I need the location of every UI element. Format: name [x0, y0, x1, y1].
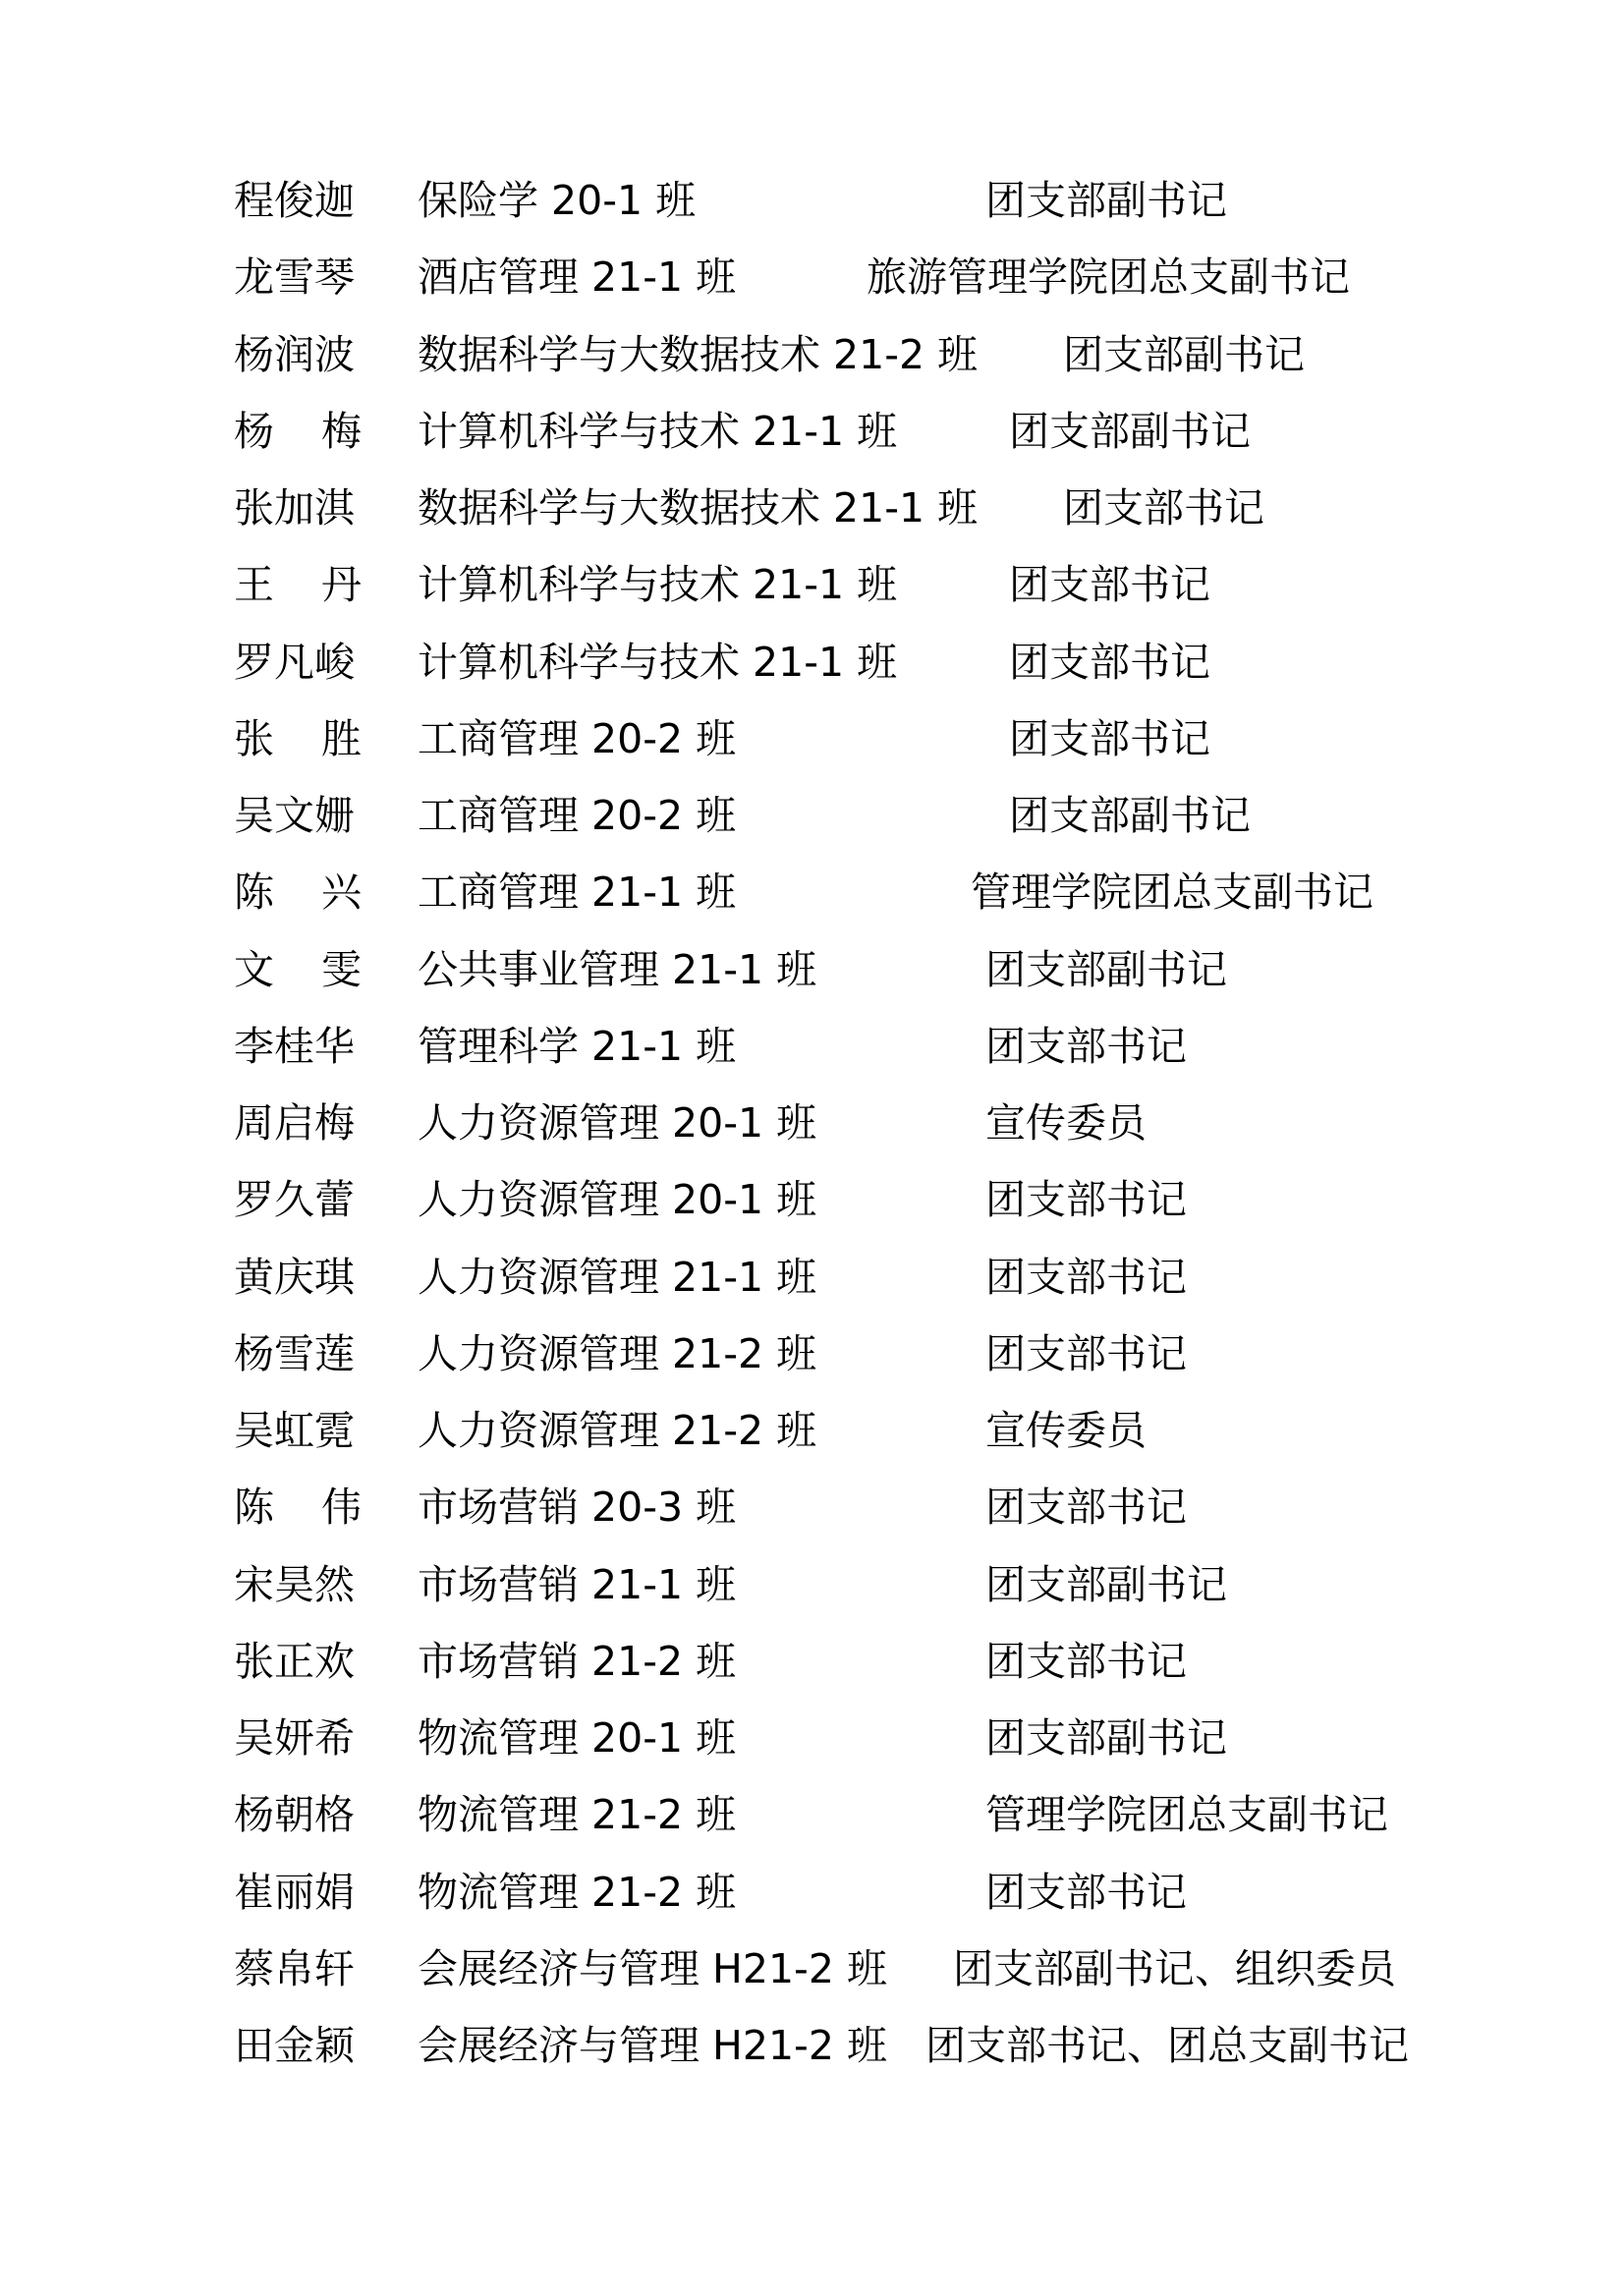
class-name: 酒店管理 21-1 班: [418, 253, 737, 302]
position-title: 团支部副书记、组织委员: [953, 1944, 1396, 1992]
roster-row: [0, 1469, 1624, 1545]
position-title: 团支部书记: [985, 1022, 1187, 1070]
roster-row: [0, 1546, 1624, 1623]
roster-row: [0, 1623, 1624, 1700]
position-title: 团支部书记: [985, 1637, 1187, 1685]
class-name: 人力资源管理 20-1 班: [418, 1176, 817, 1224]
person-name: 张加淇: [234, 484, 355, 532]
roster-row: [0, 1700, 1624, 1776]
roster-row: [0, 1161, 1624, 1238]
person-name: 张正欢: [234, 1637, 355, 1685]
position-title: 团支部书记: [985, 1253, 1187, 1301]
person-name: 陈 兴: [234, 868, 362, 917]
roster-row: [0, 854, 1624, 930]
position-title: 管理学院团总支副书记: [971, 868, 1373, 917]
position-title: 宣传委员: [985, 1099, 1147, 1147]
roster-row: [0, 316, 1624, 393]
roster-row: [0, 162, 1624, 239]
class-name: 市场营销 21-2 班: [418, 1637, 737, 1685]
class-name: 计算机科学与技术 21-1 班: [418, 638, 898, 686]
roster-row: [0, 624, 1624, 700]
roster-row: [0, 931, 1624, 1008]
position-title: 团支部书记: [985, 1176, 1187, 1224]
roster-row: [0, 1392, 1624, 1469]
roster-row: [0, 1854, 1624, 1931]
position-title: 团支部书记: [985, 1329, 1187, 1377]
position-title: 团支部副书记: [1009, 792, 1251, 839]
class-name: 公共事业管理 21-1 班: [418, 945, 817, 993]
position-title: 团支部书记: [985, 1868, 1187, 1916]
position-title: 团支部书记: [1009, 561, 1210, 609]
class-name: 计算机科学与技术 21-1 班: [418, 561, 898, 609]
class-name: 工商管理 20-2 班: [418, 714, 737, 762]
roster-row: [0, 1931, 1624, 2007]
class-name: 工商管理 20-2 班: [418, 792, 737, 839]
class-name: 物流管理 21-2 班: [418, 1868, 737, 1916]
roster-row: [0, 546, 1624, 623]
person-name: 田金颖: [234, 2022, 355, 2069]
person-name: 吴文姗: [234, 792, 355, 839]
position-title: 旅游管理学院团总支副书记: [867, 253, 1350, 302]
person-name: 吴妍希: [234, 1714, 355, 1762]
class-name: 数据科学与大数据技术 21-1 班: [418, 484, 979, 532]
position-title: 团支部副书记: [985, 177, 1227, 224]
class-name: 人力资源管理 20-1 班: [418, 1099, 817, 1147]
roster-row: [0, 2007, 1624, 2084]
roster-row: [0, 700, 1624, 777]
position-title: 团支部副书记: [1063, 330, 1305, 378]
position-title: 管理学院团总支副书记: [985, 1791, 1388, 1839]
person-name: 张 胜: [234, 714, 362, 762]
person-name: 李桂华: [234, 1022, 355, 1070]
roster-row: [0, 1239, 1624, 1316]
person-name: 吴虹霓: [234, 1407, 355, 1454]
class-name: 管理科学 21-1 班: [418, 1022, 737, 1070]
person-name: 龙雪琴: [234, 253, 355, 302]
class-name: 物流管理 21-2 班: [418, 1791, 737, 1839]
person-name: 杨雪莲: [234, 1329, 355, 1377]
roster-row: [0, 1008, 1624, 1085]
class-name: 工商管理 21-1 班: [418, 868, 737, 917]
person-name: 罗久蕾: [234, 1176, 355, 1224]
roster-row: [0, 1316, 1624, 1392]
position-title: 团支部书记: [1063, 484, 1264, 532]
position-title: 宣传委员: [985, 1407, 1147, 1454]
position-title: 团支部副书记: [985, 1560, 1227, 1608]
roster-row: [0, 470, 1624, 546]
class-name: 计算机科学与技术 21-1 班: [418, 407, 898, 455]
position-title: 团支部副书记: [985, 1714, 1227, 1762]
class-name: 市场营销 21-1 班: [418, 1560, 737, 1608]
person-name: 陈 伟: [234, 1484, 362, 1532]
roster-row: [0, 1085, 1624, 1161]
person-name: 宋昊然: [234, 1560, 355, 1608]
roster-row: [0, 239, 1624, 315]
position-title: 团支部书记: [985, 1484, 1187, 1532]
person-name: 周启梅: [234, 1099, 355, 1147]
position-title: 团支部书记: [1009, 714, 1210, 762]
person-name: 罗凡峻: [234, 638, 355, 686]
class-name: 物流管理 20-1 班: [418, 1714, 737, 1762]
class-name: 会展经济与管理 H21-2 班: [418, 2022, 887, 2069]
class-name: 人力资源管理 21-2 班: [418, 1407, 817, 1454]
roster-row: [0, 1776, 1624, 1853]
class-name: 会展经济与管理 H21-2 班: [418, 1944, 887, 1992]
person-name: 杨朝格: [234, 1791, 355, 1839]
person-name: 杨 梅: [234, 407, 362, 455]
class-name: 市场营销 20-3 班: [418, 1484, 737, 1532]
person-name: 文 雯: [234, 945, 362, 993]
roster-row: [0, 393, 1624, 470]
roster-row: [0, 777, 1624, 854]
class-name: 数据科学与大数据技术 21-2 班: [418, 330, 979, 378]
person-name: 程俊迦: [234, 177, 355, 224]
person-name: 杨润波: [234, 330, 355, 378]
person-name: 黄庆琪: [234, 1253, 355, 1301]
position-title: 团支部书记、团总支副书记: [925, 2022, 1409, 2069]
person-name: 王 丹: [234, 561, 362, 609]
position-title: 团支部书记: [1009, 638, 1210, 686]
position-title: 团支部副书记: [1009, 407, 1251, 455]
class-name: 保险学 20-1 班: [418, 177, 697, 224]
person-name: 蔡帛轩: [234, 1944, 355, 1992]
class-name: 人力资源管理 21-1 班: [418, 1253, 817, 1301]
class-name: 人力资源管理 21-2 班: [418, 1329, 817, 1377]
person-name: 崔丽娟: [234, 1868, 355, 1916]
position-title: 团支部副书记: [985, 945, 1227, 993]
